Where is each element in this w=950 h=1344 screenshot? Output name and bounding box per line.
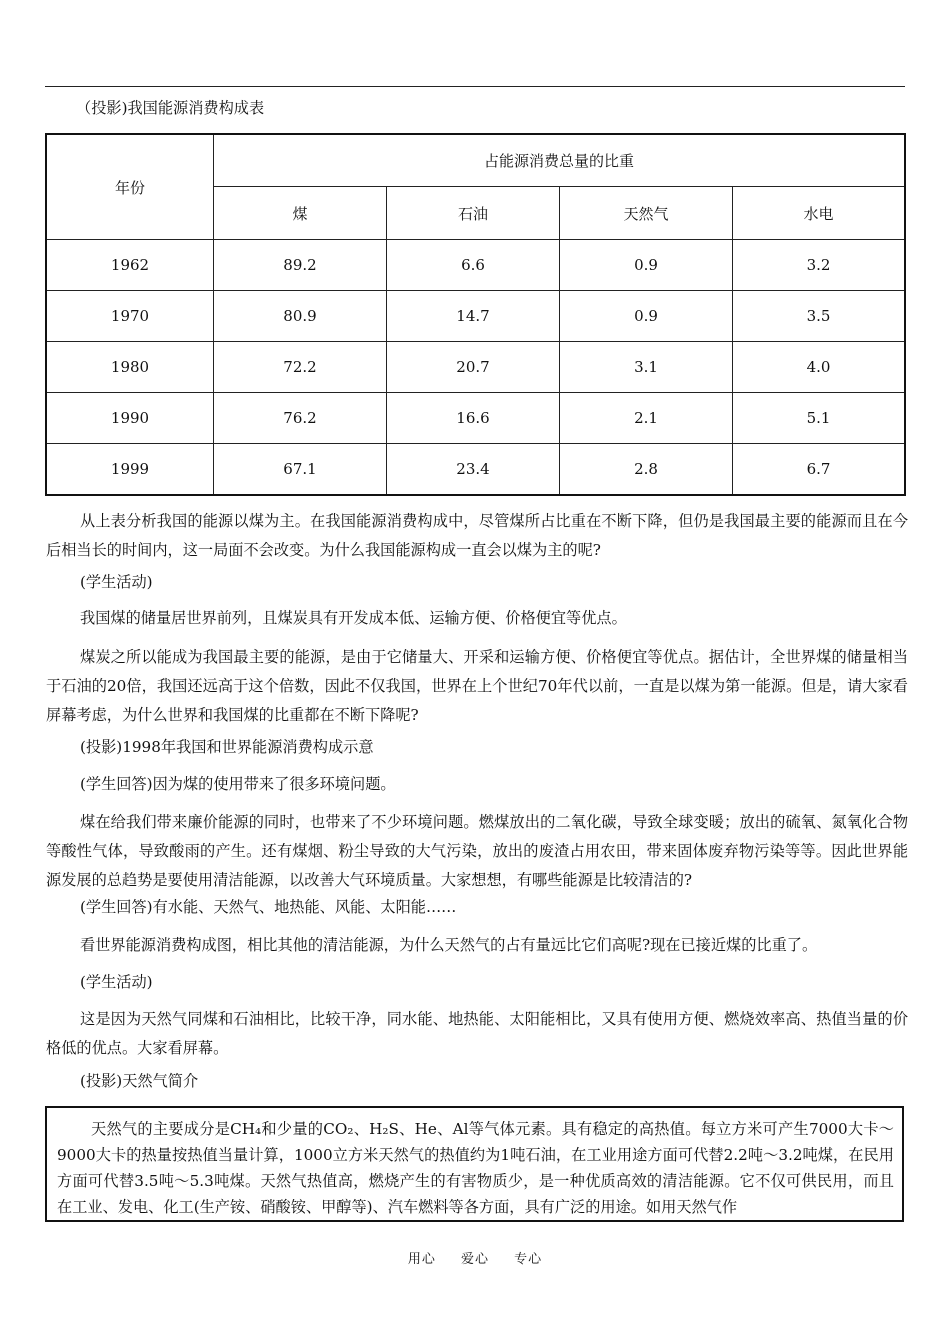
value-cell: 72.2	[214, 342, 387, 393]
value-cell: 5.1	[733, 393, 906, 444]
footer-word: 专心	[514, 1252, 543, 1267]
value-cell: 3.2	[733, 240, 906, 291]
paragraph-coal-reserves: 我国煤的储量居世界前列，且煤炭具有开发成本低、运输方便、价格便宜等优点。	[80, 609, 627, 627]
energy-consumption-table	[45, 133, 906, 496]
value-cell: 14.7	[387, 291, 560, 342]
value-cell: 2.8	[560, 444, 733, 496]
column-header: 石油	[387, 187, 560, 240]
value-cell: 23.4	[387, 444, 560, 496]
paragraph-student-activity: (学生活动)	[80, 573, 153, 591]
page-footer	[0, 1248, 950, 1267]
natural-gas-info-box	[45, 1106, 904, 1222]
value-cell: 6.6	[387, 240, 560, 291]
value-cell: 0.9	[560, 291, 733, 342]
year-cell: 1999	[46, 444, 214, 496]
value-cell: 3.5	[733, 291, 906, 342]
column-header: 水电	[733, 187, 906, 240]
value-cell: 6.7	[733, 444, 906, 496]
table-row	[46, 393, 905, 444]
column-header: 煤	[214, 187, 387, 240]
paragraph-projection-1998: (投影)1998年我国和世界能源消费构成示意	[80, 738, 374, 756]
group-header: 占能源消费总量的比重	[214, 134, 906, 187]
year-header: 年份	[46, 134, 214, 240]
column-header: 天然气	[560, 187, 733, 240]
value-cell: 3.1	[560, 342, 733, 393]
table-row	[46, 240, 905, 291]
paragraph-environment: 煤在给我们带来廉价能源的同时，也带来了不少环境问题。燃煤放出的二氧化碳，导致全球变暖；放出的硫氧、氮氧化合物等酸性气体，导致酸雨的产生。还有煤烟、粉尘导致的大气污染，放出的废渣占用农田，带来固体废弃物污染等等。因此世界能源发展的总趋势是要使用清洁能源，以改善大气环境质量。大家想想，有哪些能源是比较清洁的?	[46, 813, 908, 889]
value-cell: 0.9	[560, 240, 733, 291]
footer-word: 爱心	[460, 1252, 489, 1267]
info-box-text: 天然气的主要成分是CH₄和少量的CO₂、H₂S、He、Al等气体元素。具有稳定的高热值。每立方米可产生7000大卡～9000大卡的热量按热值当量计算，1000立方米天然气的热值约为1吨石油，在工业用途方面可代替2.2吨～3.2吨煤，在民用方面可代替3.5吨～5.3吨煤。天然气热值高，燃烧产生的有害物质少，是一种优质高效的清洁能源。它不仅可供民用，而且在工业、发电、化工(生产铵、硝酸铵、甲醇等)、汽车燃料等各方面，具有广泛的用途。如用天然气作	[57, 1120, 894, 1216]
year-cell: 1962	[46, 240, 214, 291]
value-cell: 20.7	[387, 342, 560, 393]
value-cell: 89.2	[214, 240, 387, 291]
table-caption: （投影)我国能源消费构成表	[76, 99, 265, 117]
paragraph-natural-gas-question: 看世界能源消费构成图，相比其他的清洁能源，为什么天然气的占有量远比它们高呢?现在已接近煤的比重了。	[80, 936, 818, 954]
year-cell: 1980	[46, 342, 214, 393]
value-cell: 16.6	[387, 393, 560, 444]
paragraph-student-answer: (学生回答)因为煤的使用带来了很多环境问题。	[80, 775, 396, 793]
paragraph-analysis: 从上表分析我国的能源以煤为主。在我国能源消费构成中，尽管煤所占比重在不断下降，但仍是我国最主要的能源而且在今后相当长的时间内，这一局面不会改变。为什么我国能源构成一直会以煤为主的呢?	[46, 512, 908, 559]
value-cell: 2.1	[560, 393, 733, 444]
paragraph-natural-gas-advantages: 这是因为天然气同煤和石油相比，比较干净，同水能、地热能、太阳能相比，又具有使用方便、燃烧效率高、热值当量的价格低的优点。大家看屏幕。	[46, 1010, 908, 1057]
table-row	[46, 291, 905, 342]
value-cell: 76.2	[214, 393, 387, 444]
year-cell: 1970	[46, 291, 214, 342]
value-cell: 80.9	[214, 291, 387, 342]
paragraph-clean-energy: (学生回答)有水能、天然气、地热能、风能、太阳能……	[80, 898, 457, 916]
paragraph-student-activity-2: (学生活动)	[80, 973, 153, 991]
value-cell: 67.1	[214, 444, 387, 496]
header-rule	[45, 86, 905, 87]
table-row	[46, 444, 905, 496]
table-row	[46, 342, 905, 393]
year-cell: 1990	[46, 393, 214, 444]
footer-word: 用心	[407, 1252, 436, 1267]
value-cell: 4.0	[733, 342, 906, 393]
paragraph-coal-reasons: 煤炭之所以能成为我国最主要的能源，是由于它储量大、开采和运输方便、价格便宜等优点。据估计，全世界煤的储量相当于石油的20倍，我国还远高于这个倍数，因此不仅我国，世界在上个世纪70年代以前，一直是以煤为第一能源。但是，请大家看屏幕考虑，为什么世界和我国煤的比重都在不断下降呢?	[46, 648, 908, 724]
paragraph-projection-gas: (投影)天然气简介	[80, 1072, 199, 1090]
